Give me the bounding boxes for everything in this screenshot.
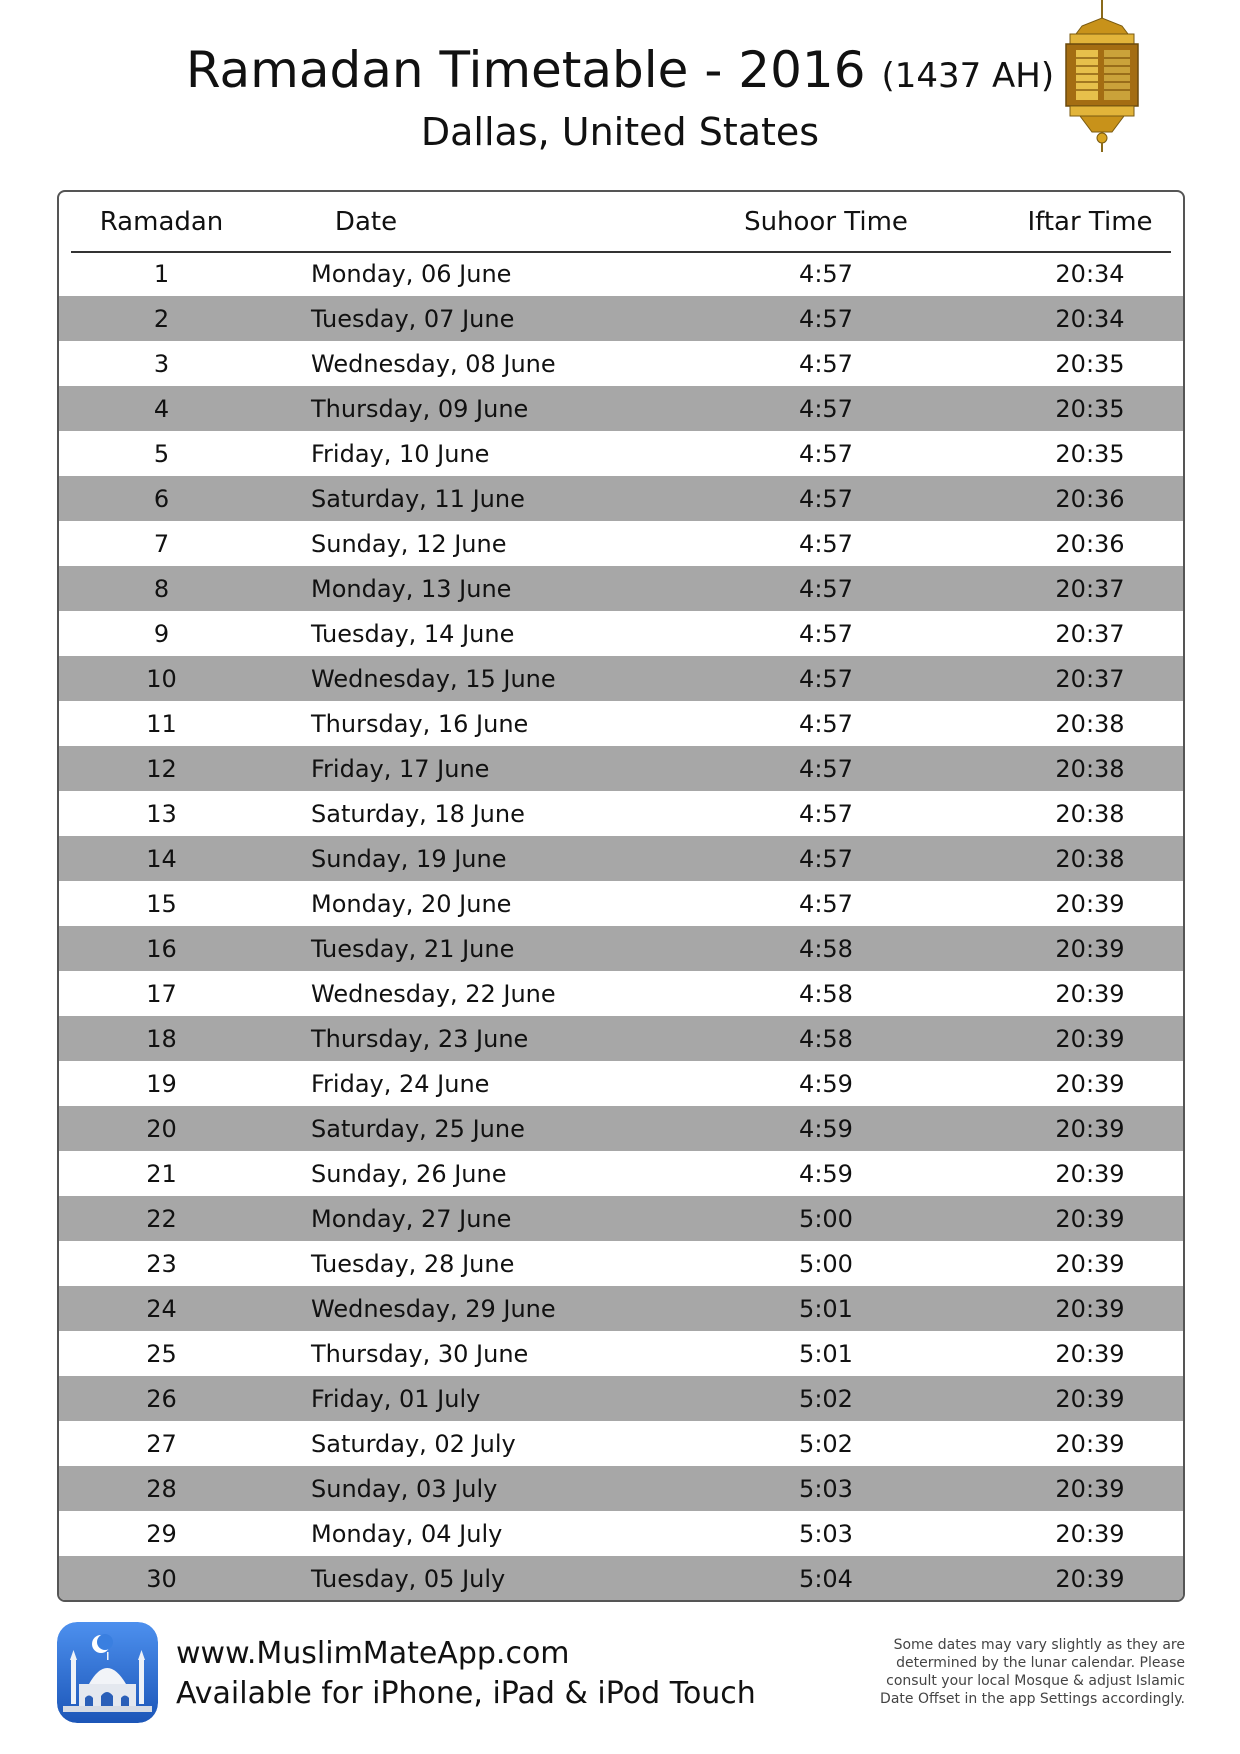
cell-ramadan-day: 18	[146, 1024, 177, 1053]
cell-date: Sunday, 12 June	[311, 529, 507, 558]
cell-ramadan-day: 14	[146, 844, 177, 873]
table-row	[59, 296, 1183, 341]
cell-suhoor-time: 4:57	[799, 304, 853, 333]
cell-suhoor-time: 4:58	[799, 979, 853, 1008]
cell-ramadan-day: 26	[146, 1384, 177, 1413]
cell-ramadan-day: 11	[146, 709, 177, 738]
table-row	[59, 1376, 1183, 1421]
cell-ramadan-day: 29	[146, 1519, 177, 1548]
cell-iftar-time: 20:39	[1055, 1519, 1125, 1548]
table-row	[59, 566, 1183, 611]
cell-ramadan-day: 2	[153, 304, 170, 333]
cell-iftar-time: 20:39	[1055, 979, 1125, 1008]
cell-iftar-time: 20:36	[1055, 529, 1125, 558]
cell-suhoor-time: 5:00	[799, 1249, 853, 1278]
cell-suhoor-time: 4:59	[799, 1114, 853, 1143]
cell-date: Tuesday, 14 June	[311, 619, 515, 648]
cell-ramadan-day: 6	[153, 484, 170, 513]
mosque-icon	[57, 1622, 158, 1723]
cell-iftar-time: 20:39	[1055, 1294, 1125, 1323]
cell-date: Monday, 20 June	[311, 889, 512, 918]
cell-date: Friday, 17 June	[311, 754, 490, 783]
cell-ramadan-day: 7	[153, 529, 170, 558]
cell-suhoor-time: 5:02	[799, 1384, 853, 1413]
lantern-icon	[1052, 0, 1152, 160]
cell-iftar-time: 20:39	[1055, 1159, 1125, 1188]
cell-suhoor-time: 4:57	[799, 439, 853, 468]
cell-date: Monday, 13 June	[311, 574, 512, 603]
availability-text: Available for iPhone, iPad & iPod Touch	[176, 1676, 756, 1711]
cell-date: Tuesday, 05 July	[311, 1564, 506, 1593]
cell-suhoor-time: 4:57	[799, 259, 853, 288]
table-body	[59, 251, 1183, 1601]
cell-suhoor-time: 4:57	[799, 664, 853, 693]
cell-iftar-time: 20:34	[1055, 259, 1125, 288]
cell-ramadan-day: 4	[153, 394, 170, 423]
cell-iftar-time: 20:36	[1055, 484, 1125, 513]
cell-date: Friday, 24 June	[311, 1069, 490, 1098]
location-subtitle: Dallas, United States	[420, 110, 820, 154]
table-row	[59, 611, 1183, 656]
cell-ramadan-day: 8	[153, 574, 170, 603]
cell-suhoor-time: 4:58	[799, 1024, 853, 1053]
table-row	[59, 1016, 1183, 1061]
cell-iftar-time: 20:37	[1055, 619, 1125, 648]
cell-ramadan-day: 10	[146, 664, 177, 693]
cell-suhoor-time: 5:02	[799, 1429, 853, 1458]
cell-suhoor-time: 4:57	[799, 844, 853, 873]
cell-suhoor-time: 4:57	[799, 394, 853, 423]
cell-suhoor-time: 4:58	[799, 934, 853, 963]
cell-iftar-time: 20:39	[1055, 934, 1125, 963]
table-row	[59, 971, 1183, 1016]
cell-iftar-time: 20:38	[1055, 844, 1125, 873]
cell-iftar-time: 20:35	[1055, 394, 1125, 423]
table-row	[59, 386, 1183, 431]
table-row	[59, 881, 1183, 926]
column-header-iftar: Iftar Time	[1027, 206, 1153, 237]
table-row	[59, 1331, 1183, 1376]
page-title: Ramadan Timetable - 2016	[185, 41, 866, 99]
table-row	[59, 1241, 1183, 1286]
cell-iftar-time: 20:39	[1055, 1339, 1125, 1368]
cell-suhoor-time: 5:03	[799, 1474, 853, 1503]
cell-date: Monday, 04 July	[311, 1519, 503, 1548]
table-row	[59, 701, 1183, 746]
cell-iftar-time: 20:39	[1055, 1249, 1125, 1278]
column-header-ramadan: Ramadan	[99, 206, 224, 237]
cell-ramadan-day: 17	[146, 979, 177, 1008]
cell-ramadan-day: 13	[146, 799, 177, 828]
table-row	[59, 1151, 1183, 1196]
table-row	[59, 1421, 1183, 1466]
column-header-date: Date	[334, 206, 398, 237]
table-row	[59, 836, 1183, 881]
table-row	[59, 1556, 1183, 1601]
table-row	[59, 341, 1183, 386]
cell-suhoor-time: 4:59	[799, 1159, 853, 1188]
cell-suhoor-time: 4:59	[799, 1069, 853, 1098]
cell-date: Thursday, 30 June	[311, 1339, 529, 1368]
cell-date: Friday, 01 July	[311, 1384, 481, 1413]
cell-iftar-time: 20:39	[1055, 1024, 1125, 1053]
cell-date: Tuesday, 07 June	[311, 304, 515, 333]
cell-ramadan-day: 16	[146, 934, 177, 963]
cell-iftar-time: 20:39	[1055, 1474, 1125, 1503]
cell-ramadan-day: 15	[146, 889, 177, 918]
cell-suhoor-time: 5:01	[799, 1294, 853, 1323]
cell-date: Friday, 10 June	[311, 439, 490, 468]
cell-ramadan-day: 28	[146, 1474, 177, 1503]
cell-iftar-time: 20:38	[1055, 709, 1125, 738]
disclaimer-note: Some dates may vary slightly as they are determined by the lunar calendar. Please consult your local Mosque & adjust Islamic Date Offset in the app Settings accordingly.	[880, 1637, 1185, 1707]
cell-ramadan-day: 24	[146, 1294, 177, 1323]
cell-suhoor-time: 5:03	[799, 1519, 853, 1548]
cell-suhoor-time: 5:00	[799, 1204, 853, 1233]
table-row	[59, 521, 1183, 566]
cell-iftar-time: 20:34	[1055, 304, 1125, 333]
cell-suhoor-time: 5:01	[799, 1339, 853, 1368]
cell-date: Wednesday, 29 June	[311, 1294, 556, 1323]
cell-date: Tuesday, 28 June	[311, 1249, 515, 1278]
cell-date: Thursday, 09 June	[311, 394, 529, 423]
cell-date: Saturday, 11 June	[311, 484, 525, 513]
cell-ramadan-day: 3	[153, 349, 170, 378]
cell-iftar-time: 20:39	[1055, 1429, 1125, 1458]
cell-ramadan-day: 27	[146, 1429, 177, 1458]
cell-iftar-time: 20:39	[1055, 1384, 1125, 1413]
cell-date: Thursday, 23 June	[311, 1024, 529, 1053]
cell-suhoor-time: 5:04	[799, 1564, 853, 1593]
cell-ramadan-day: 19	[146, 1069, 177, 1098]
cell-date: Sunday, 03 July	[311, 1474, 498, 1503]
cell-suhoor-time: 4:57	[799, 574, 853, 603]
cell-iftar-time: 20:38	[1055, 754, 1125, 783]
cell-date: Monday, 27 June	[311, 1204, 512, 1233]
cell-iftar-time: 20:35	[1055, 439, 1125, 468]
cell-suhoor-time: 4:57	[799, 349, 853, 378]
cell-suhoor-time: 4:57	[799, 889, 853, 918]
cell-date: Monday, 06 June	[311, 259, 512, 288]
cell-iftar-time: 20:39	[1055, 1564, 1125, 1593]
cell-date: Tuesday, 21 June	[311, 934, 515, 963]
cell-ramadan-day: 1	[153, 259, 170, 288]
cell-ramadan-day: 22	[146, 1204, 177, 1233]
cell-date: Saturday, 25 June	[311, 1114, 525, 1143]
cell-ramadan-day: 20	[146, 1114, 177, 1143]
cell-date: Wednesday, 15 June	[311, 664, 556, 693]
table-row	[59, 431, 1183, 476]
table-row	[59, 746, 1183, 791]
cell-ramadan-day: 9	[153, 619, 170, 648]
cell-suhoor-time: 4:57	[799, 754, 853, 783]
table-row	[59, 251, 1183, 296]
column-header-suhoor: Suhoor Time	[744, 206, 908, 237]
cell-suhoor-time: 4:57	[799, 799, 853, 828]
cell-ramadan-day: 12	[146, 754, 177, 783]
table-row	[59, 926, 1183, 971]
cell-date: Thursday, 16 June	[311, 709, 529, 738]
table-row	[59, 791, 1183, 836]
cell-date: Wednesday, 22 June	[311, 979, 556, 1008]
cell-ramadan-day: 25	[146, 1339, 177, 1368]
table-row	[59, 1106, 1183, 1151]
footer-promo	[176, 1634, 756, 1714]
cell-iftar-time: 20:37	[1055, 574, 1125, 603]
cell-suhoor-time: 4:57	[799, 709, 853, 738]
cell-iftar-time: 20:38	[1055, 799, 1125, 828]
cell-date: Wednesday, 08 June	[311, 349, 556, 378]
cell-iftar-time: 20:39	[1055, 1204, 1125, 1233]
cell-suhoor-time: 4:57	[799, 484, 853, 513]
cell-ramadan-day: 21	[146, 1159, 177, 1188]
cell-iftar-time: 20:39	[1055, 1069, 1125, 1098]
cell-date: Sunday, 26 June	[311, 1159, 507, 1188]
table-row	[59, 1466, 1183, 1511]
table-row	[59, 476, 1183, 521]
timetable	[57, 190, 1185, 1602]
cell-iftar-time: 20:39	[1055, 889, 1125, 918]
cell-suhoor-time: 4:57	[799, 529, 853, 558]
table-row	[59, 656, 1183, 701]
cell-ramadan-day: 23	[146, 1249, 177, 1278]
cell-iftar-time: 20:35	[1055, 349, 1125, 378]
table-row	[59, 1286, 1183, 1331]
table-header	[71, 192, 1171, 253]
table-row	[59, 1511, 1183, 1556]
cell-date: Sunday, 19 June	[311, 844, 507, 873]
hijri-year: (1437 AH)	[881, 56, 1055, 96]
cell-iftar-time: 20:37	[1055, 664, 1125, 693]
cell-iftar-time: 20:39	[1055, 1114, 1125, 1143]
cell-date: Saturday, 18 June	[311, 799, 525, 828]
cell-date: Saturday, 02 July	[311, 1429, 516, 1458]
table-row	[59, 1196, 1183, 1241]
cell-suhoor-time: 4:57	[799, 619, 853, 648]
cell-ramadan-day: 5	[153, 439, 170, 468]
table-row	[59, 1061, 1183, 1106]
website-link[interactable]: www.MuslimMateApp.com	[176, 1636, 570, 1671]
cell-ramadan-day: 30	[146, 1564, 177, 1593]
